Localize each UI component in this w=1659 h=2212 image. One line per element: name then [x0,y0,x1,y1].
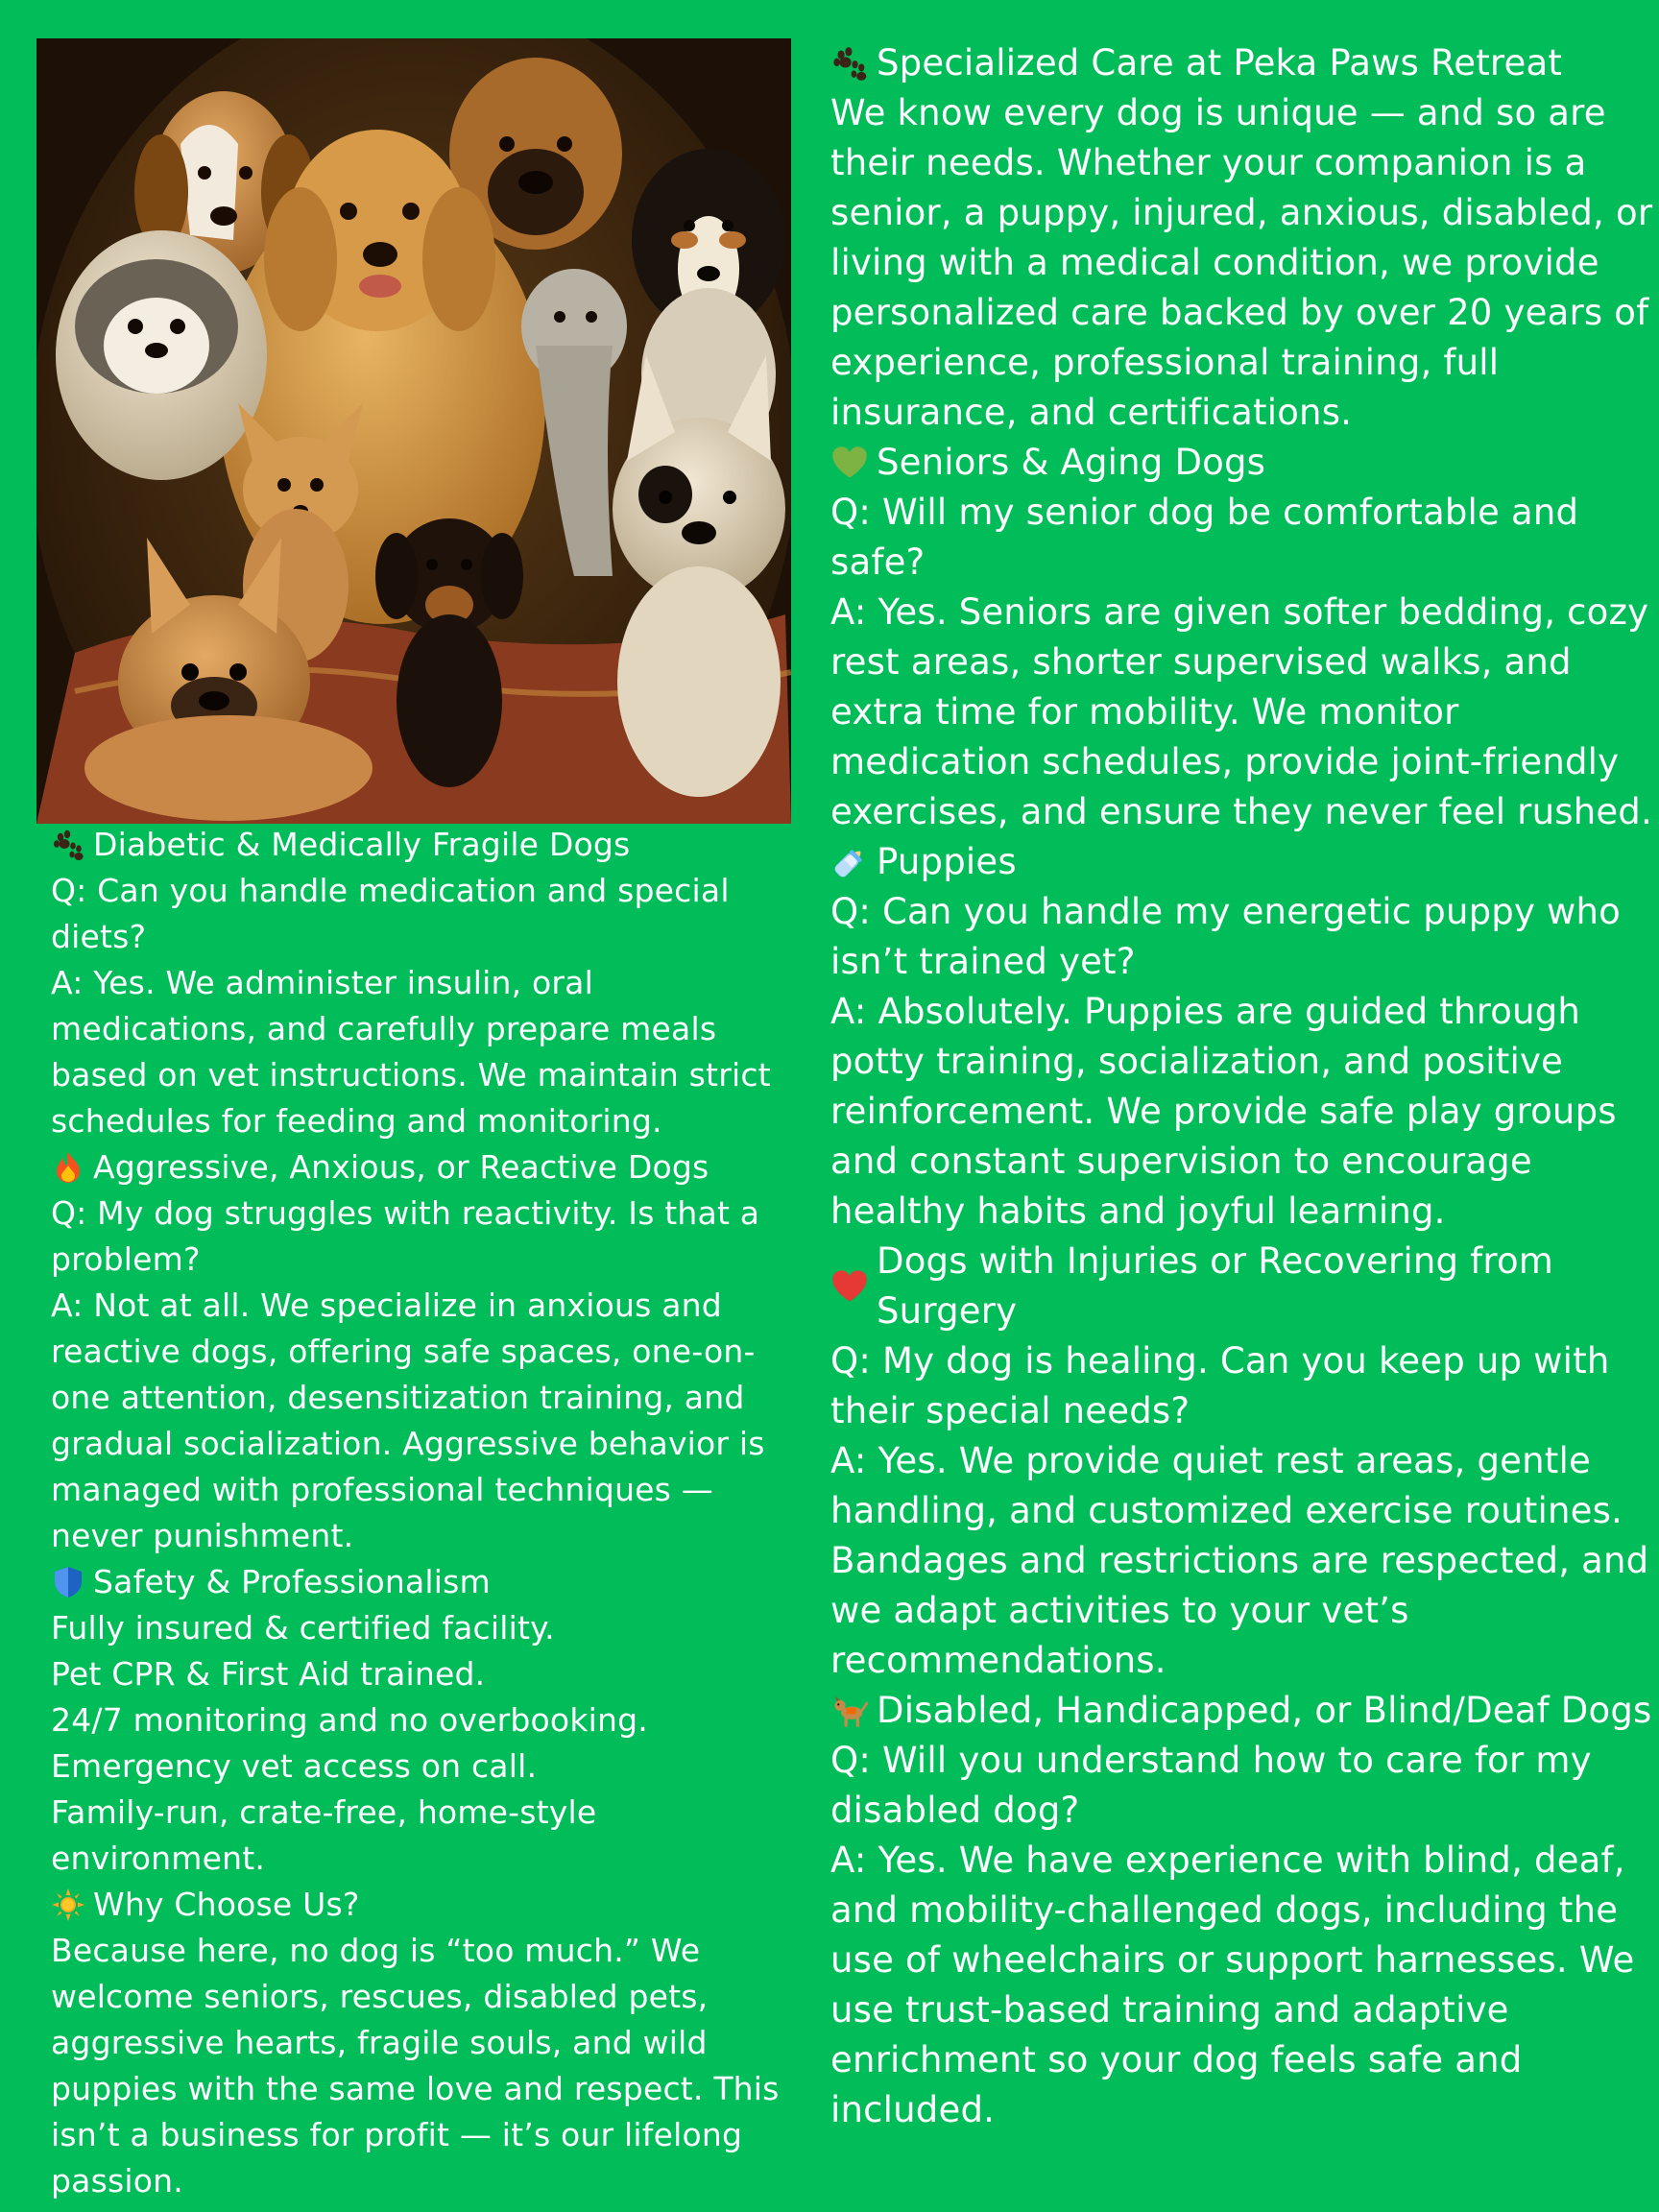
safety-item: Emergency vet access on call. [51,1747,538,1785]
right-column [830,38,1659,2135]
dogs-painting-illustration [36,38,791,824]
disabled-question: Q: Will you understand how to care for my disabled dog? [830,1740,1592,1831]
safety-item: Fully insured & certified facility. [51,1609,555,1647]
fire-icon [51,1150,85,1185]
safety-item: 24/7 monitoring and no overbooking. [51,1701,648,1739]
why-heading [51,1882,790,1928]
shield-icon [51,1565,85,1599]
disabled-heading [830,1686,1659,1736]
aggressive-answer: A: Not at all. We specialize in anxious and reactive dogs, offering safe spaces, one-on-one attention, desensitization training, and gradual socialization. Aggressive behavior is managed with professional techniques — never punishment. [51,1286,765,1554]
seniors-heading [830,438,1659,488]
aggressive-question: Q: My dog struggles with reactivity. Is that a problem? [51,1194,760,1278]
diabetic-question: Q: Can you handle medication and special diets? [51,872,730,955]
dogs-painting [36,38,791,824]
aggressive-heading [51,1144,790,1190]
seniors-answer: A: Yes. Seniors are given softer bedding, cozy rest areas, shorter supervised walks, and extra time for mobility. We monitor medication schedules, provide joint-friendly exercises, and ensure they never feel rushed. [830,591,1652,832]
puppies-answer: A: Absolutely. Puppies are guided through potty training, socialization, and positive reinforcement. We provide safe play groups and constant supervision to encourage healthy habits and joyful learning. [830,991,1617,1232]
puppies-heading [830,837,1659,887]
disabled-answer: A: Yes. We have experience with blind, deaf, and mobility-challenged dogs, including the use of wheelchairs or support harnesses. We use trust-based training and adaptive enrichment so your dog feels safe and included. [830,1839,1635,2130]
safety-item: Pet CPR & First Aid trained. [51,1655,486,1693]
intro-heading [830,38,1659,88]
injuries-heading-text: Dogs with Injuries or Recovering from Surgery [877,1240,1554,1332]
injuries-question: Q: My dog is healing. Can you keep up with their special needs? [830,1340,1610,1431]
seniors-question: Q: Will my senior dog be comfortable and safe? [830,492,1579,583]
injuries-answer: A: Yes. We provide quiet rest areas, gentle handling, and customized exercise routines. Bandages and restrictions are respected, and we adapt activities to your vet’s recommendations. [830,1440,1649,1681]
safety-heading [51,1559,790,1605]
diabetic-heading-text: Diabetic & Medically Fragile Dogs [93,826,631,863]
safety-heading-text: Safety & Professionalism [93,1563,491,1600]
puppies-question: Q: Can you handle my energetic puppy who isn’t trained yet? [830,891,1621,982]
why-heading-text: Why Choose Us? [93,1886,360,1923]
why-body: Because here, no dog is “too much.” We welcome seniors, rescues, disabled pets, aggressive hearts, fragile souls, and wild puppies with the same love and respect. This isn’t a business for profit — it’s our lifelong passion. [51,1932,780,2200]
seniors-heading-text: Seniors & Aging Dogs [877,442,1266,483]
paw-prints-icon [51,828,85,862]
intro-heading-text: Specialized Care at Peka Paws Retreat [877,42,1563,84]
intro-body: We know every dog is unique — and so are their needs. Whether your companion is a senior, a puppy, injured, anxious, disabled, or living with a medical condition, we provide personalized care backed by over 20 years of experience, professional training, full insurance, and certifications. [830,92,1653,433]
baby-bottle-icon [830,843,869,881]
puppies-heading-text: Puppies [877,841,1017,882]
injuries-heading [830,1237,1659,1336]
left-column [51,822,790,2204]
diabetic-answer: A: Yes. We administer insulin, oral medications, and carefully prepare meals based on vet instructions. We maintain strict schedules for feeding and monitoring. [51,964,771,1140]
service-dog-icon [830,1692,869,1730]
disabled-heading-text: Disabled, Handicapped, or Blind/Deaf Dogs [877,1690,1652,1731]
aggressive-heading-text: Aggressive, Anxious, or Reactive Dogs [93,1148,709,1186]
safety-item: Family-run, crate-free, home-style environment. [51,1793,597,1877]
red-heart-icon [830,1267,869,1306]
sun-icon [51,1887,85,1922]
paw-prints-icon [830,44,869,83]
diabetic-heading [51,822,790,868]
green-heart-icon [830,444,869,482]
